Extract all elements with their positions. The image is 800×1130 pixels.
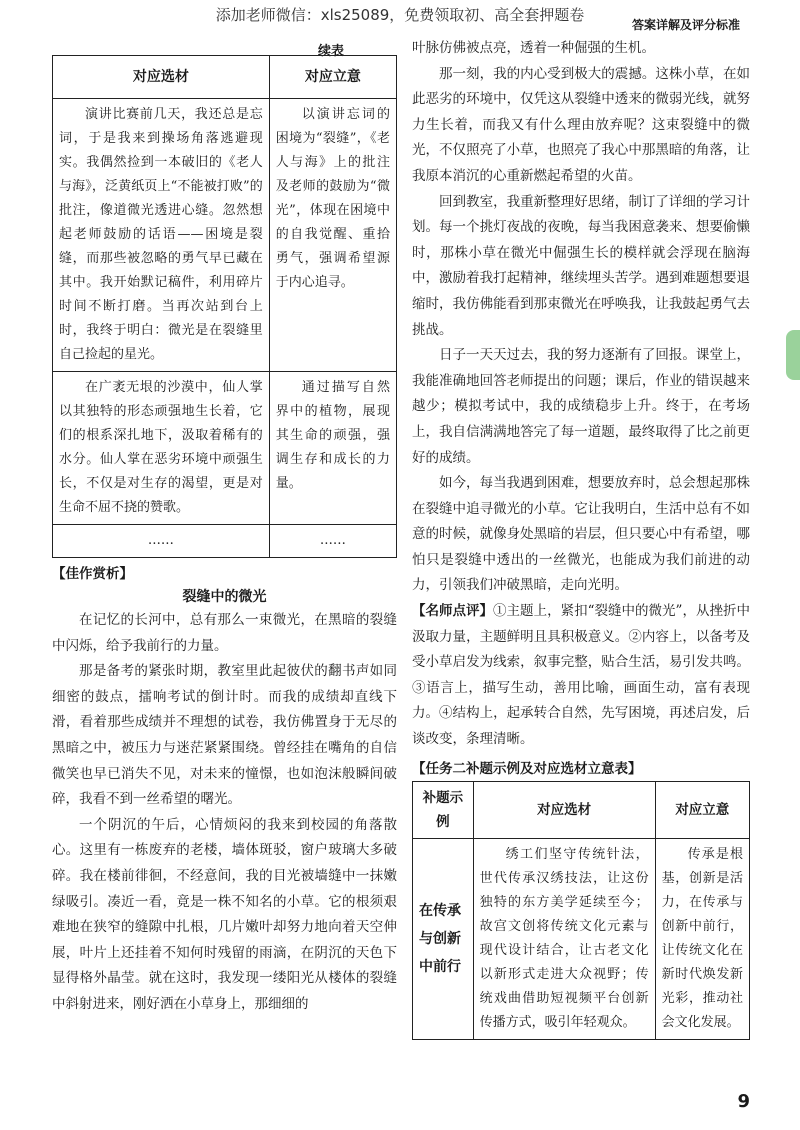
right-column [412, 36, 750, 1040]
header-material: 对应选材 [473, 781, 655, 838]
row-material: …… [53, 525, 270, 558]
table-row [53, 525, 397, 558]
teacher-comment-text: ①主题上，紧扣“裂缝中的微光”，从挫折中汲取力量，主题鲜明且具积极意义。②内容上，以备考及受小草启发为线索，叙事完整，贴合生活，易引发共鸣。③语言上，描写生动，善用比喻，画面生动，富有表现力。④结构上，起承转合自然，先写困境，再述启发，后谈改变，条理清晰。 [412, 603, 750, 748]
table-header-row [413, 781, 750, 838]
teacher-comment-label: 【名师点评】 [412, 603, 494, 620]
page-number: 9 [737, 1091, 750, 1112]
table-header-row [53, 56, 397, 99]
row-idea: …… [269, 525, 396, 558]
row-material: 在广袤无垠的沙漠中，仙人掌以其独特的形态顽强地生长着，它们的根系深扎地下，汲取着稀有的水分。仙人掌在恶劣环境中顽强生长，不仅是对生存的渴望，更是对生命不屈不挠的赞歌。 [59, 380, 263, 515]
essay-paragraph: 一个阴沉的午后，心情烦闷的我来到校园的角落散心。这里有一栋废弃的老楼，墙体斑驳，窗户玻璃大多破碎。我在楼前徘徊，不经意间，我的目光被墙缝中一抹嫩绿吸引。凑近一看，竟是一株不知名的小草。它的根须艰难地在狭窄的缝隙中扎根，几片嫩叶却努力地向着天空伸展，叶片上还挂着不知何时残留的雨滴，在阴沉的天色下显得格外晶莹。就在这时，我发现一缕阳光从楼体的裂缝中斜射进来，刚好洒在小草身上，那细细的 [52, 816, 397, 1012]
table-row [53, 372, 397, 525]
header-idea: 对应立意 [655, 781, 749, 838]
essay-paragraph: 那是备考的紧张时期，教室里此起彼伏的翻书声如同细密的鼓点，擂响考试的倒计时。而我的成绩却直线下滑，看着那些成绩并不理想的试卷，我仿佛置身于无尽的黑暗之中，被压力与迷茫紧紧围绕。曾经挂在嘴角的自信微笑也早已消失不见，对未来的憧憬，也如泡沫般瞬间破碎，我看不到一丝希望的曙光。 [52, 663, 397, 808]
teacher-comment [412, 599, 750, 753]
row-material: 演讲比赛前几天，我还总是忘词，于是我来到操场角落逃避现实。我偶然捡到一本破旧的《老人与海》，泛黄纸页上“不能被打败”的批注，像道微光透进心缝。忽然想起老师鼓励的话语——困境是裂缝，而那些被忽略的勇气早已藏在其中。我开始默记稿件，利用碎片时间不断打磨。当再次站到台上时，我终于明白：微光是在裂缝里自己捡起的星光。 [59, 107, 263, 362]
essay-paragraph: 回到教室，我重新整理好思绪，制订了详细的学习计划。每一个挑灯夜战的夜晚，每当我困意袭来、想要偷懒时，那株小草在微光中倔强生长的模样就会浮现在脑海中，激励着我打起精神，继续埋头苦学。遇到难题想要退缩时，我仿佛能看到那束微光在呼唤我，让我鼓起勇气去挑战。 [412, 193, 750, 338]
left-column [52, 55, 397, 1018]
page-tab-marker [786, 330, 800, 380]
essay-paragraph: 在记忆的长河中，总有那么一束微光，在黑暗的裂缝中闪烁，给予我前行的力量。 [52, 612, 397, 654]
header-material: 对应选材 [53, 56, 270, 99]
idea-cell: 传承是根基，创新是活力，在传承与创新中前行，让传统文化在新时代焕发新光彩，推动社会文化发展。 [661, 846, 743, 1030]
row-idea: 通过描写自然界中的植物，展现其生命的顽强，强调生存和成长的力量。 [275, 380, 390, 491]
task2-heading: 【任务二补题示例及对应选材立意表】 [412, 760, 642, 777]
table-row [413, 838, 750, 1039]
essay-title: 裂缝中的微光 [182, 589, 267, 605]
material-cell: 绣工们坚守传统针法，世代传承汉绣技法，让这份独特的东方美学延续至今；故宫文创将传统文化元素与现代设计结合，让古老文化以新形式走进大众视野；传统戏曲借助短视频平台创新传播方式，吸引年轻观众。 [479, 846, 649, 1030]
header-title: 答案详解及评分标准 [631, 18, 740, 32]
essay-paragraph: 日子一天天过去，我的努力逐渐有了回报。课堂上，我能准确地回答老师提出的问题；课后，作业的错误越来越少；模拟考试中，我的成绩稳步上升。终于，在考场上，我自信满满地答完了每一道题，最终取得了比之前更好的成绩。 [412, 347, 750, 466]
essay-paragraph: 那一刻，我的内心受到极大的震撼。这株小草，在如此恶劣的环境中，仅凭这从裂缝中透来的微弱光线，就努力生长着，而我又有什么理由放弃呢？这束裂缝中的微光，不仅照亮了小草，也照亮了我心中那黑暗的角落，让我原本消沉的心重新燃起希望的火苗。 [412, 65, 750, 184]
continued-label: 续表 [318, 44, 345, 59]
essay-paragraph: 如今，每当我遇到困难，想要放弃时，总会想起那株在裂缝中追寻微光的小草。它让我明白，生活中总有不如意的时候，就像身处黑暗的岩层，但只要心中有希望，哪怕只是裂缝中透出的一丝微光，也能成为我们前进的动力，引领我们冲破黑暗，走向光明。 [412, 475, 750, 594]
appreciation-heading: 【佳作赏析】 [52, 566, 133, 582]
task2-table [412, 781, 750, 1040]
table-row [53, 99, 397, 372]
topic-cell: 在传承与创新中前行 [413, 838, 474, 1039]
promo-banner: 添加老师微信：xls25089，免费领取初、高全套押题卷 [215, 6, 585, 24]
row-idea: 以演讲忘词的困境为“裂缝”，《老人与海》上的批注及老师的鼓励为“微光”，体现在困境中的自我觉醒、重拾勇气，强调希望源于内心追寻。 [275, 107, 390, 290]
header-idea: 对应立意 [269, 56, 396, 99]
header-topic: 补题示例 [413, 781, 474, 838]
essay-paragraph-continued: 叶脉仿佛被点亮，透着一种倔强的生机。 [412, 40, 655, 56]
material-table [52, 55, 397, 558]
